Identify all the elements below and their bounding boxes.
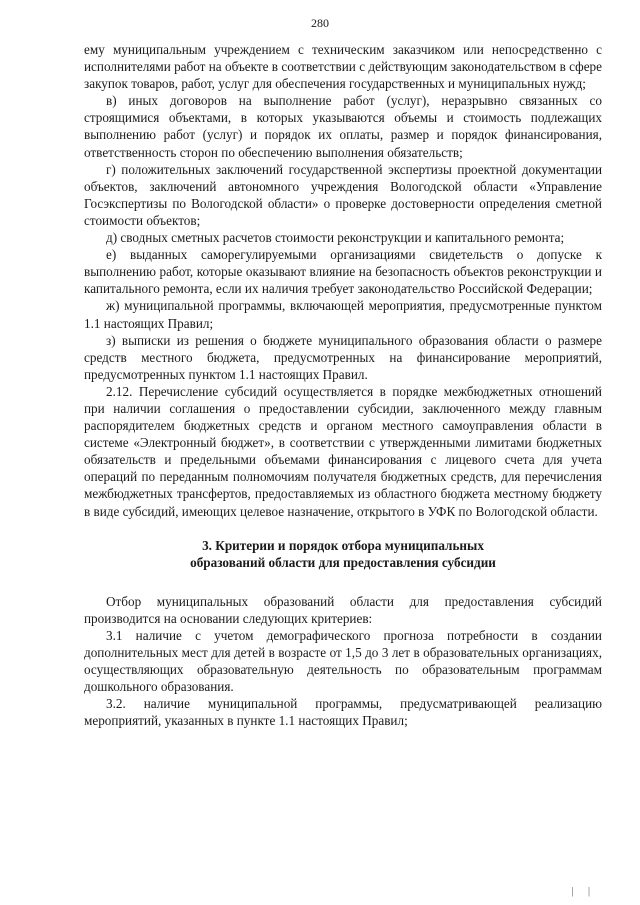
- paragraph-item-g: г) положительных заключений государственной экспертизы проектной документации объектов, заключений автономного учреждения Вологодской области «Управление Госэкспертизы по Вологодской области» о проверке достоверности определения сметной стоимости объектов;: [84, 161, 602, 228]
- paragraph-item-zh: ж) муниципальной программы, включающей мероприятия, предусмотренные пунктом 1.1 настоящих Правил;: [84, 298, 602, 331]
- paragraph-criteria-intro: Отбор муниципальных образований области для предоставления субсидий производится на основании следующих критериев:: [84, 593, 602, 626]
- section-heading: [84, 537, 602, 571]
- page-number: 280: [311, 16, 329, 30]
- scan-mark: | |: [571, 886, 596, 897]
- paragraph-item-e: е) выданных саморегулируемыми организациями свидетельств о допуске к выполнению работ, которые оказывают влияние на безопасность объектов реконструкции и капитального ремонта, если их наличия требует законодательство Российской Федерации;: [84, 247, 602, 297]
- section-heading-line-1: 3. Критерии и порядок отбора муниципальных: [202, 537, 484, 553]
- paragraph-continuation: ему муниципальным учреждением с техническим заказчиком или непосредственно с исполнителями работ на объекте в соответствии с действующим законодательством в сфере закупок товаров, работ, услуг для обеспечения государственных и муниципальных нужд;: [84, 42, 602, 92]
- section-heading-line-2: образований области для предоставления субсидии: [190, 554, 496, 570]
- paragraph-2-12: 2.12. Перечисление субсидий осуществляется в порядке межбюджетных отношений при наличии соглашения о предоставлении субсидии, заключенного между главным распорядителем бюджетных средств и органом местного самоуправления области в системе «Электронный бюджет», в соответствии с утвержденными лимитами бюджетных обязательств и предельными объемами финансирования с лицевого счета для учета операций по переданным полномочиям получателя бюджетных средств, для перечисления межбюджетных трансфертов, предоставляемых из областного бюджета местному бюджету в виде субсидий, имеющих целевое назначение, открытого в УФК по Вологодской области.: [84, 383, 602, 519]
- paragraph-3-2: 3.2. наличие муниципальной программы, предусматривающей реализацию мероприятий, указанных в пункте 1.1 настоящих Правил;: [84, 696, 602, 729]
- paragraph-item-d: д) сводных сметных расчетов стоимости реконструкции и капитального ремонта;: [106, 230, 565, 246]
- paragraph-item-v: в) иных договоров на выполнение работ (услуг), неразрывно связанных со строящимися объектами, в которых указываются объемы и стоимость подлежащих выполнению работ (услуг) и порядок их оплаты, размер и порядок финансирования, ответственность сторон по обеспечению выполнения обязательств;: [84, 93, 602, 160]
- paragraph-item-z: з) выписки из решения о бюджете муниципального образования области о размере средств местного бюджета, предусмотренных на финансирование мероприятий, предусмотренных пунктом 1.1 настоящих Правил.: [84, 332, 602, 382]
- paragraph-3-1: 3.1 наличие с учетом демографического прогноза потребности в создании дополнительных мест для детей в возрасте от 1,5 до 3 лет в образовательных организациях, осуществляющих образовательную деятельность по образовательным программам дошкольного образования.: [84, 628, 602, 695]
- document-body: [84, 41, 602, 730]
